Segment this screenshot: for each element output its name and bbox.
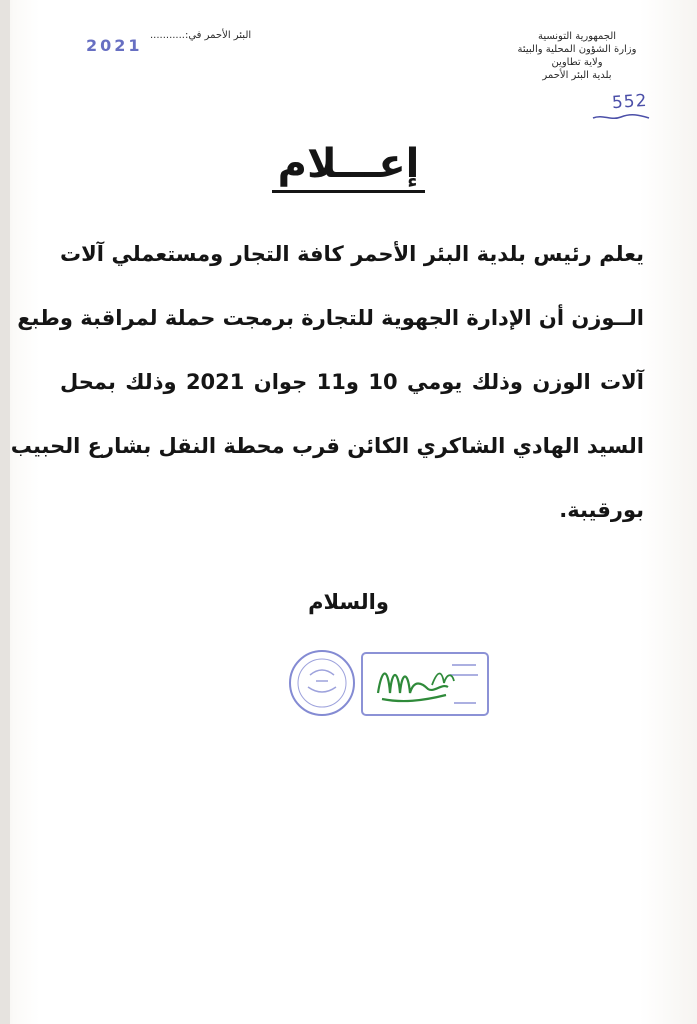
rectangular-stamp-icon: [362, 653, 488, 715]
body-line-1: يعلم رئيس بلدية البئر الأحمر كافة التجار ومستعملي آلات: [60, 242, 644, 266]
notice-title: [0, 140, 697, 193]
body-line-4: السيد الهادي الشاكري الكائن قرب محطة النقل بشارع الحبيب: [10, 434, 644, 458]
signature-icon: [378, 674, 454, 702]
closing-salutation: والسلام: [308, 590, 389, 614]
body-line-3: آلات الوزن وذلك يومي 10 و11 جوان 2021 وذلك بمحل: [60, 370, 644, 394]
letterhead: [497, 30, 657, 82]
body-line-5: بورقيبة.: [559, 498, 644, 522]
stamp-and-signature: [282, 645, 502, 725]
body-line-2: الــوزن أن الإدارة الجهوية للتجارة برمجت حملة لمراقبة وطبع: [17, 306, 644, 330]
letterhead-republic: الجمهورية التونسية: [537, 31, 617, 42]
notice-body: [10, 238, 644, 558]
notice-title-text: إعـــلام: [272, 140, 426, 193]
reference-number: 552: [610, 90, 648, 114]
date-stamp: 2021: [86, 36, 143, 55]
reference-underline: [591, 112, 651, 122]
letterhead-ministry: وزارة الشؤون المحلية والبيئة: [517, 44, 637, 55]
letterhead-municipality: بلدية البئر الأحمر: [542, 70, 612, 81]
round-official-seal-icon: [290, 651, 354, 715]
letterhead-governorate: ولاية تطاوين: [551, 57, 603, 68]
place-date-line: البئر الأحمر في:...........: [150, 30, 252, 41]
